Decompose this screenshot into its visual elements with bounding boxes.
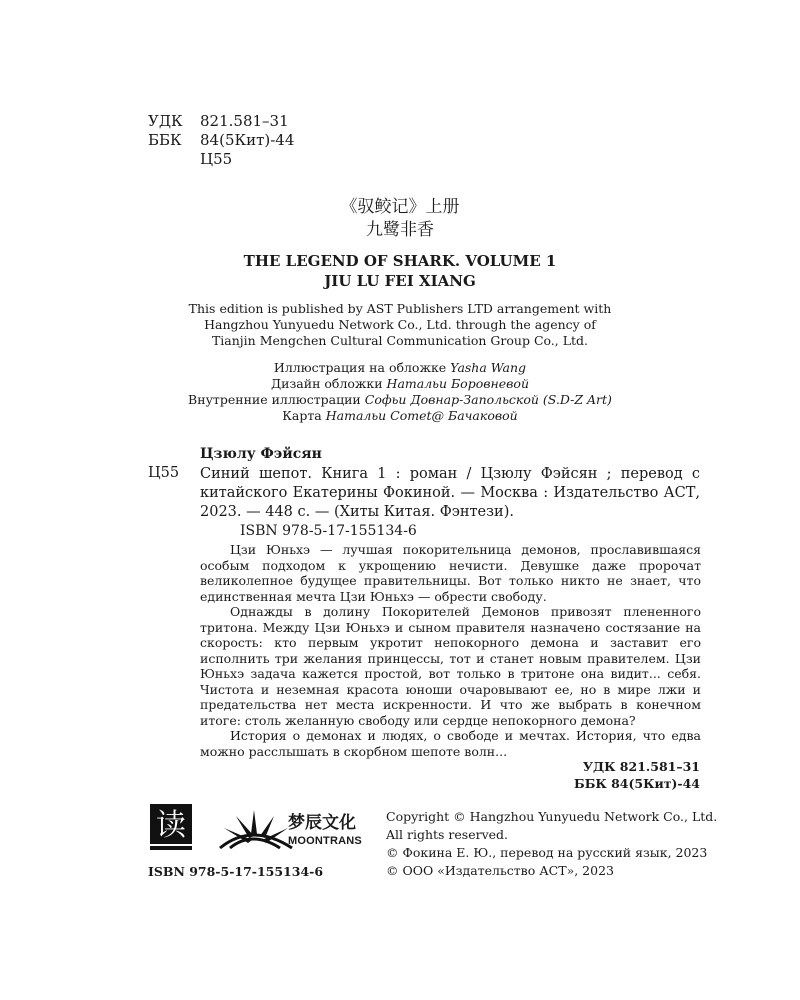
copyright-line: © ООО «Издательство АСТ», 2023 — [386, 863, 614, 878]
udk-label: УДК — [148, 112, 183, 130]
chinese-author: 九鹭非香 — [366, 220, 434, 240]
annotation-paragraph: Цзи Юньхэ — лучшая покорительница демонов, прославившаяся особым подходом к укрощению нечисти. Девушке даже пророчат великолепное будущее правительницы. Вот только никто не знает, что единственная мечта Цзи Юньхэ — обрести свободу. — [200, 542, 701, 604]
copyright-line: All rights reserved. — [386, 827, 509, 842]
annotation-paragraph: Однажды в долину Покорителей Демонов привозят плененного тритона. Между Цзи Юньхэ и сыном правителя назначено состязание на скорость: кто первым укротит непокорного демона и заставит его исполнить три желания принцессы, тот и станет новым правителем. Цзи Юньхэ задача кажется простой, вот только в тритоне она видит... себя. Чистота и неземная красота юноши очаровывают ее, но в мире лжи и предательства нет места искренности. И что же выбрать в конечном итоге: столь желанную свободу или сердце непокорного демона? — [200, 604, 701, 728]
bbk-label: ББК — [148, 131, 182, 149]
udc-bottom-right — [574, 758, 700, 792]
credit-cover-design: Дизайн обложки Натальи Боровневой — [271, 376, 529, 391]
catalog-code: Ц55 — [148, 465, 180, 481]
publishing-note — [100, 301, 700, 349]
udk-bottom: УДК 821.581–31 — [582, 759, 700, 774]
english-title: THE LEGEND OF SHARK. VOLUME 1 — [243, 252, 557, 270]
read-logo — [148, 802, 196, 854]
bibliographic-description: Синий шепот. Книга 1 : роман / Цзюлу Фэйсян ; перевод с китайского Екатерины Фокиной. — Москва : Издательство АСТ, 2023. — 448 с. — (Хиты Китая. Фэнтези). — [200, 466, 700, 520]
annotation — [200, 542, 701, 759]
chinese-title-block — [100, 196, 700, 242]
svg-text:读: 读 — [156, 808, 186, 843]
udc-block — [148, 112, 294, 169]
catalog-isbn: ISBN 978-5-17-155134-6 — [240, 523, 417, 539]
udk-value: 821.581–31 — [200, 112, 289, 130]
moontrans-name: MOONTRANS — [288, 835, 362, 847]
bbk-value: 84(5Кит)-44 — [200, 131, 295, 149]
credit-cover-illustration: Иллюстрация на обложке Yasha Wang — [273, 360, 527, 375]
moontrans-emblem-icon — [216, 804, 296, 854]
publishing-note-line: This edition is published by AST Publishers LTD arrangement with — [188, 301, 612, 316]
isbn-bottom: ISBN 978-5-17-155134-6 — [148, 864, 324, 879]
publisher-logos — [148, 802, 378, 858]
credit-inner-illustrations: Внутренние иллюстрации Софьи Довнар-Запольской (S.D-Z Art) — [188, 392, 612, 407]
chinese-title: 《驭鲛记》上册 — [340, 197, 460, 217]
moontrans-chinese-name: 梦辰文化 — [288, 813, 356, 833]
catalog-author: Цзюлу Фэйсян — [200, 446, 322, 462]
author-code: Ц55 — [200, 150, 233, 168]
credit-map: Карта Натальи Comet@ Бачаковой — [282, 408, 518, 423]
publishing-note-line: Hangzhou Yunyuedu Network Co., Ltd. through the agency of — [204, 317, 596, 332]
copyright-block — [386, 808, 717, 880]
copyright-line: © Фокина Е. Ю., перевод на русский язык, 2023 — [386, 845, 708, 860]
copyright-line: Copyright © Hangzhou Yunyuedu Network Co., Ltd. — [386, 809, 718, 824]
annotation-paragraph: История о демонах и людях, о свободе и мечтах. История, что едва можно расслышать в скорбном шепоте волн... — [200, 728, 701, 759]
english-author: JIU LU FEI XIANG — [324, 272, 476, 290]
english-title-block — [100, 251, 700, 291]
credits — [100, 360, 700, 424]
bbk-bottom: ББК 84(5Кит)-44 — [574, 776, 700, 791]
publishing-note-line: Tianjin Mengchen Cultural Communication Group Co., Ltd. — [211, 333, 589, 348]
